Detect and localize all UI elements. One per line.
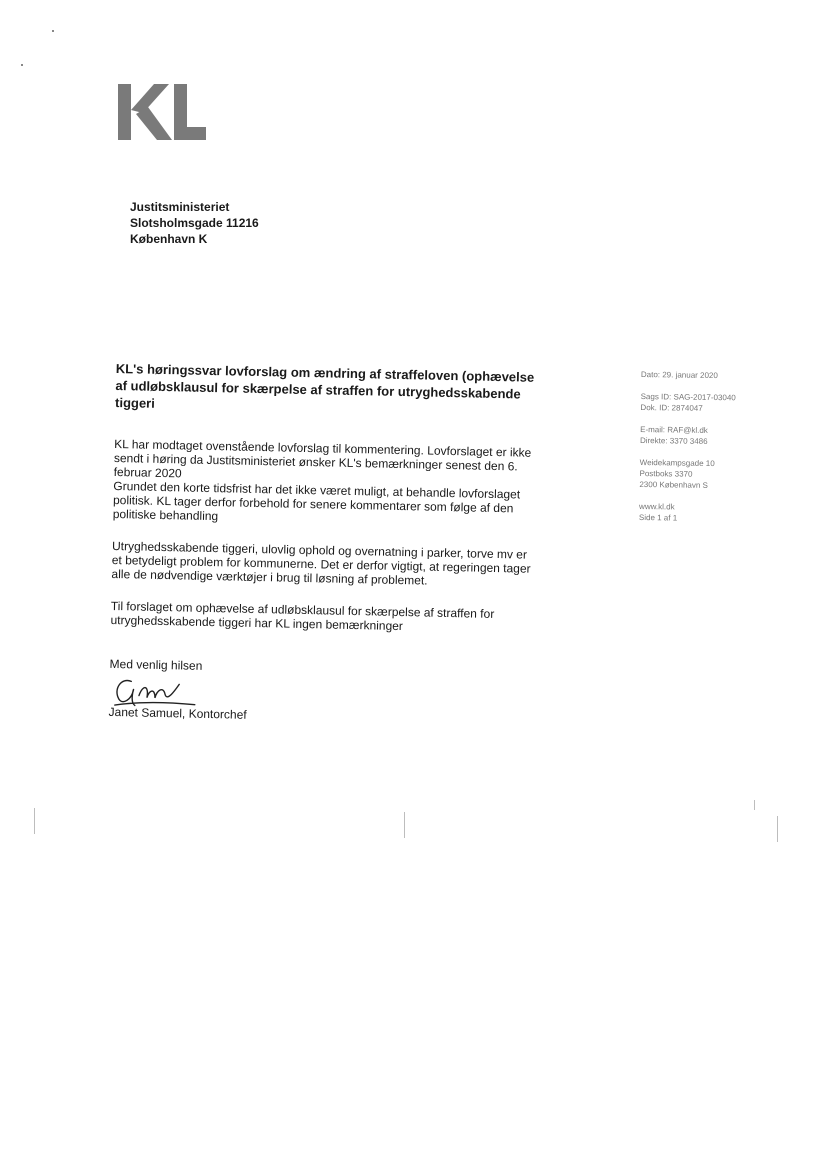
page-number: Side 1 af 1: [638, 512, 678, 523]
kl-logo: [118, 84, 208, 142]
date-block: [641, 369, 736, 381]
paragraph-3: Til forslaget om ophævelse af udløbsklausul for skærpelse af straffen for utryghedsskabende tiggeri har KL ingen bemærkninger: [110, 598, 495, 634]
date-line: Dato: 29. januar 2020: [640, 369, 718, 381]
scan-line: [404, 812, 405, 838]
recipient-street: Slotsholmsgade 11216: [130, 216, 259, 230]
web-block: [639, 501, 734, 524]
case-id: Sags ID: SAG-2017-03040: [640, 391, 736, 403]
letter-body: [108, 360, 536, 736]
recipient-city: København K: [130, 232, 208, 246]
paragraph-1b: Grundet den korte tidsfrist har det ikke været muligt, at behandle lovforslaget politisk. KL tager derfor forbehold for senere kommentarer som følge af den politiske behandling: [112, 478, 521, 524]
email-line: E-mail: RAF@kl.dk: [640, 424, 708, 435]
address-block: [639, 457, 735, 491]
letter-subject: KL's høringssvar lovforslag om ændring af straffeloven (ophævelse af udløbsklausul for skærpelse af straffen for utryghedsskabende tiggeri: [114, 360, 535, 411]
signature-block: [108, 675, 529, 736]
street-line: Weidekampsgade 10: [639, 457, 715, 469]
doc-id: Dok. ID: 2874047: [640, 402, 703, 413]
scan-line: [754, 800, 755, 810]
scan-line: [34, 808, 35, 834]
kl-logo-mark: [118, 84, 206, 140]
scan-speck: [21, 64, 23, 66]
paragraph-2: Utryghedsskabende tiggeri, ulovlig ophold og overnatning i parker, torve mv er et betydeligt problem for kommunerne. Det er derfor vigtigt, at regeringen tager alle de nødvendige værktøjer i brug til løsning af problemet.: [111, 538, 531, 588]
paragraph-1a: KL har modtaget ovenstående lovforslag til kommentering. Lovforslaget er ikke sendt i høring da Justitsministeriet ønsker KL's bemærkninger senest den 6. februar 2020: [113, 436, 532, 481]
scan-speck: [52, 30, 54, 32]
scan-line: [777, 816, 778, 842]
sidebar-meta: [639, 369, 736, 535]
case-block: [640, 391, 735, 414]
closing-greeting: Med venlig hilsen: [109, 656, 203, 673]
city-line: 2300 København S: [639, 479, 708, 490]
direct-phone: Direkte: 3370 3486: [639, 435, 708, 446]
contact-block: [640, 424, 735, 447]
recipient-name: Justitsministeriet: [130, 200, 230, 214]
signer-name: Janet Samuel, Kontorchef: [108, 704, 247, 722]
postbox-line: Postboks 3370: [639, 468, 693, 479]
recipient-address: [130, 199, 259, 247]
web-line: www.kl.dk: [639, 501, 675, 512]
